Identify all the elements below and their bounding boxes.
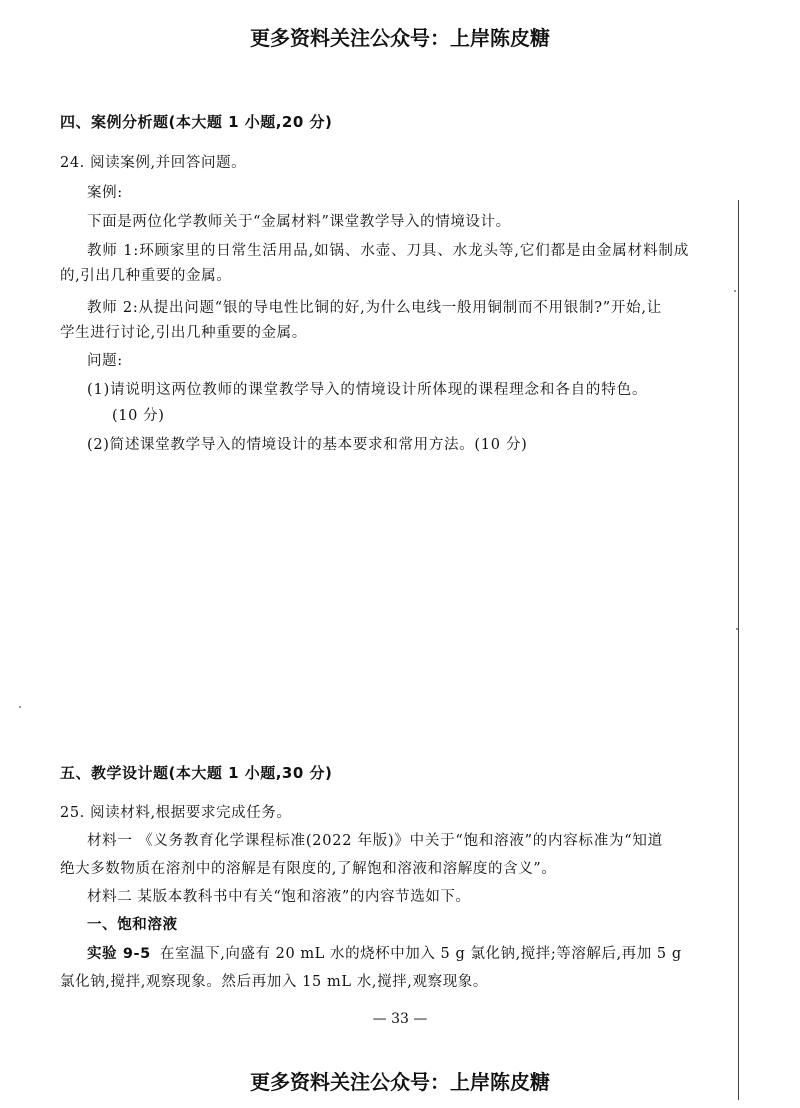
experiment-label: 实验 9-5 — [87, 946, 151, 962]
subheading-saturated-solution: 一、饱和溶液 — [87, 917, 178, 933]
questions-label: 问题: — [87, 353, 123, 369]
section-4-title: 四、案例分析题(本大题 1 小题,20 分) — [60, 113, 333, 131]
sub-question-1-points: (10 分) — [112, 408, 165, 424]
section-5-title: 五、教学设计题(本大题 1 小题,30 分) — [60, 764, 333, 782]
page-number: — 33 — — [372, 1011, 428, 1027]
sub-question-1: (1)请说明这两位教师的课堂教学导入的情境设计所体现的课程理念和各自的特色。 — [87, 382, 648, 398]
footer-banner: 更多资料关注公众号：上岸陈皮糖 — [250, 1070, 550, 1094]
teacher1-text-cont: 的,引出几种重要的金属。 — [60, 268, 232, 284]
teacher2-text: 教师 2:从提出问题“银的导电性比铜的好,为什么电线一般用铜制而不用银制?”开始,让 — [87, 300, 663, 316]
question-24-prompt: 24. 阅读案例,并回答问题。 — [60, 155, 247, 171]
material-1-text: 材料一 《义务教育化学课程标准(2022 年版)》中关于“饱和溶液”的内容标准为“知道 — [87, 833, 663, 849]
header-banner: 更多资料关注公众号：上岸陈皮糖 — [250, 26, 550, 50]
question-25-prompt: 25. 阅读材料,根据要求完成任务。 — [60, 805, 292, 821]
teacher1-text: 教师 1:环顾家里的日常生活用品,如锅、水壶、刀具、水龙头等,它们都是由金属材料制成 — [87, 243, 690, 259]
material-2-text: 材料二 某版本教科书中有关“饱和溶液”的内容节选如下。 — [87, 889, 471, 905]
case-intro: 下面是两位化学教师关于“金属材料”课堂教学导入的情境设计。 — [87, 214, 511, 230]
scan-speck — [736, 628, 738, 630]
scan-speck — [19, 706, 21, 708]
sub-question-2: (2)简述课堂教学导入的情境设计的基本要求和常用方法。(10 分) — [87, 437, 528, 453]
teacher2-text-cont: 学生进行讨论,引出几种重要的金属。 — [60, 325, 307, 341]
experiment-text: 在室温下,向盛有 20 mL 水的烧杯中加入 5 g 氯化钠,搅拌;等溶解后,再加 5 g — [160, 946, 682, 962]
case-label: 案例: — [87, 185, 123, 201]
experiment-text-cont: 氯化钠,搅拌,观察现象。然后再加入 15 mL 水,搅拌,观察现象。 — [60, 974, 488, 990]
scan-margin-line — [738, 200, 739, 1100]
scan-speck — [734, 290, 736, 292]
material-1-text-cont: 绝大多数物质在溶剂中的溶解是有限度的,了解饱和溶液和溶解度的含义”。 — [60, 861, 557, 877]
